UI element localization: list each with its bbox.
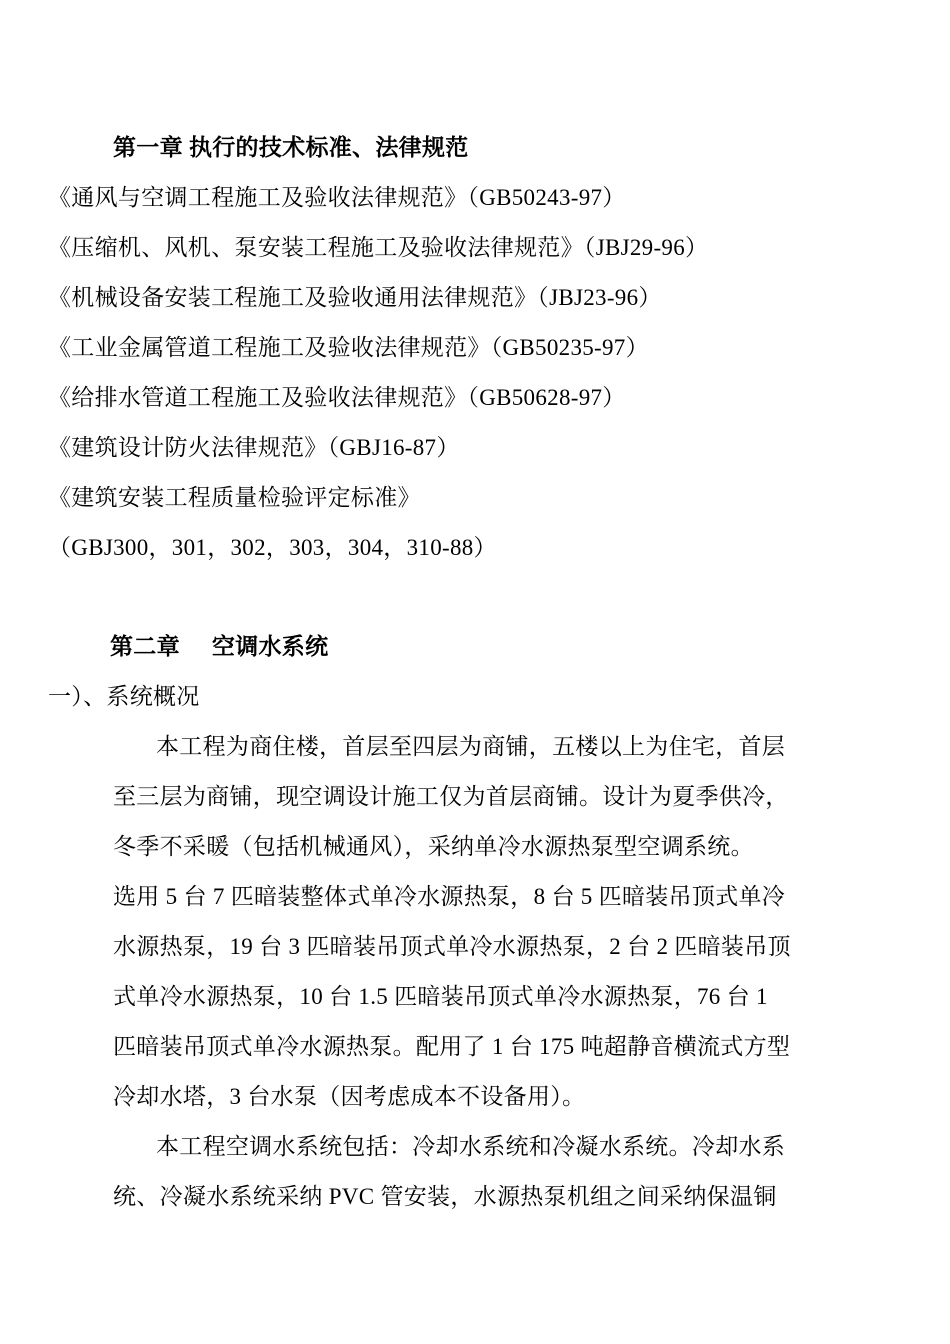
paragraph-line: 式单冷水源热泵，10 台 1.5 匹暗装吊顶式单冷水源热泵，76 台 1 [113,984,768,1009]
paragraph-line: 选用 5 台 7 匹暗装整体式单冷水源热泵，8 台 5 匹暗装吊顶式单冷 [113,884,786,909]
paragraph-line: 冬季不采暖（包括机械通风），采纳单冷水源热泵型空调系统。 [113,834,754,859]
chapter2-number: 第二章 [110,634,180,659]
standard-item: 《压缩机、风机、泵安装工程施工及验收法律规范》（JBJ29-96） [48,235,709,260]
paragraph-line: 至三层为商铺，现空调设计施工仅为首层商铺。设计为夏季供冷， [113,784,789,809]
standard-item: 《工业金属管道工程施工及验收法律规范》（GB50235-97） [48,335,649,360]
paragraph-line: 水源热泵，19 台 3 匹暗装吊顶式单冷水源热泵，2 台 2 匹暗装吊顶 [113,934,791,959]
chapter2-heading [110,632,328,662]
paragraph-line: 本工程空调水系统包括：冷却水系统和冷凝水系统。冷却水系 [156,1134,786,1159]
paragraph-line: 本工程为商住楼，首层至四层为商铺，五楼以上为住宅，首层 [156,734,786,759]
paragraph-line: 统、冷凝水系统采纳 PVC 管安装，水源热泵机组之间采纳保温铜 [113,1184,777,1209]
standard-item: 《建筑安装工程质量检验评定标准》 [48,485,421,510]
section-title: 一）、系统概况 [48,684,200,709]
standard-item: 《通风与空调工程施工及验收法律规范》（GB50243-97） [48,185,626,210]
standard-item: 《机械设备安装工程施工及验收通用法律规范》（JBJ23-96） [48,285,662,310]
chapter2-title: 空调水系统 [211,634,329,659]
paragraph-line: 冷却水塔，3 台水泵（因考虑成本不设备用）。 [113,1084,586,1109]
paragraph-line: 匹暗装吊顶式单冷水源热泵。配用了 1 台 175 吨超静音横流式方型 [113,1034,791,1059]
chapter1-heading: 第一章 执行的技术标准、法律规范 [113,135,469,160]
standard-item: （GBJ300，301，302，303，304，310-88） [48,535,497,560]
standard-item: 《建筑设计防火法律规范》（GBJ16-87） [48,435,460,460]
standard-item: 《给排水管道工程施工及验收法律规范》（GB50628-97） [48,385,626,410]
